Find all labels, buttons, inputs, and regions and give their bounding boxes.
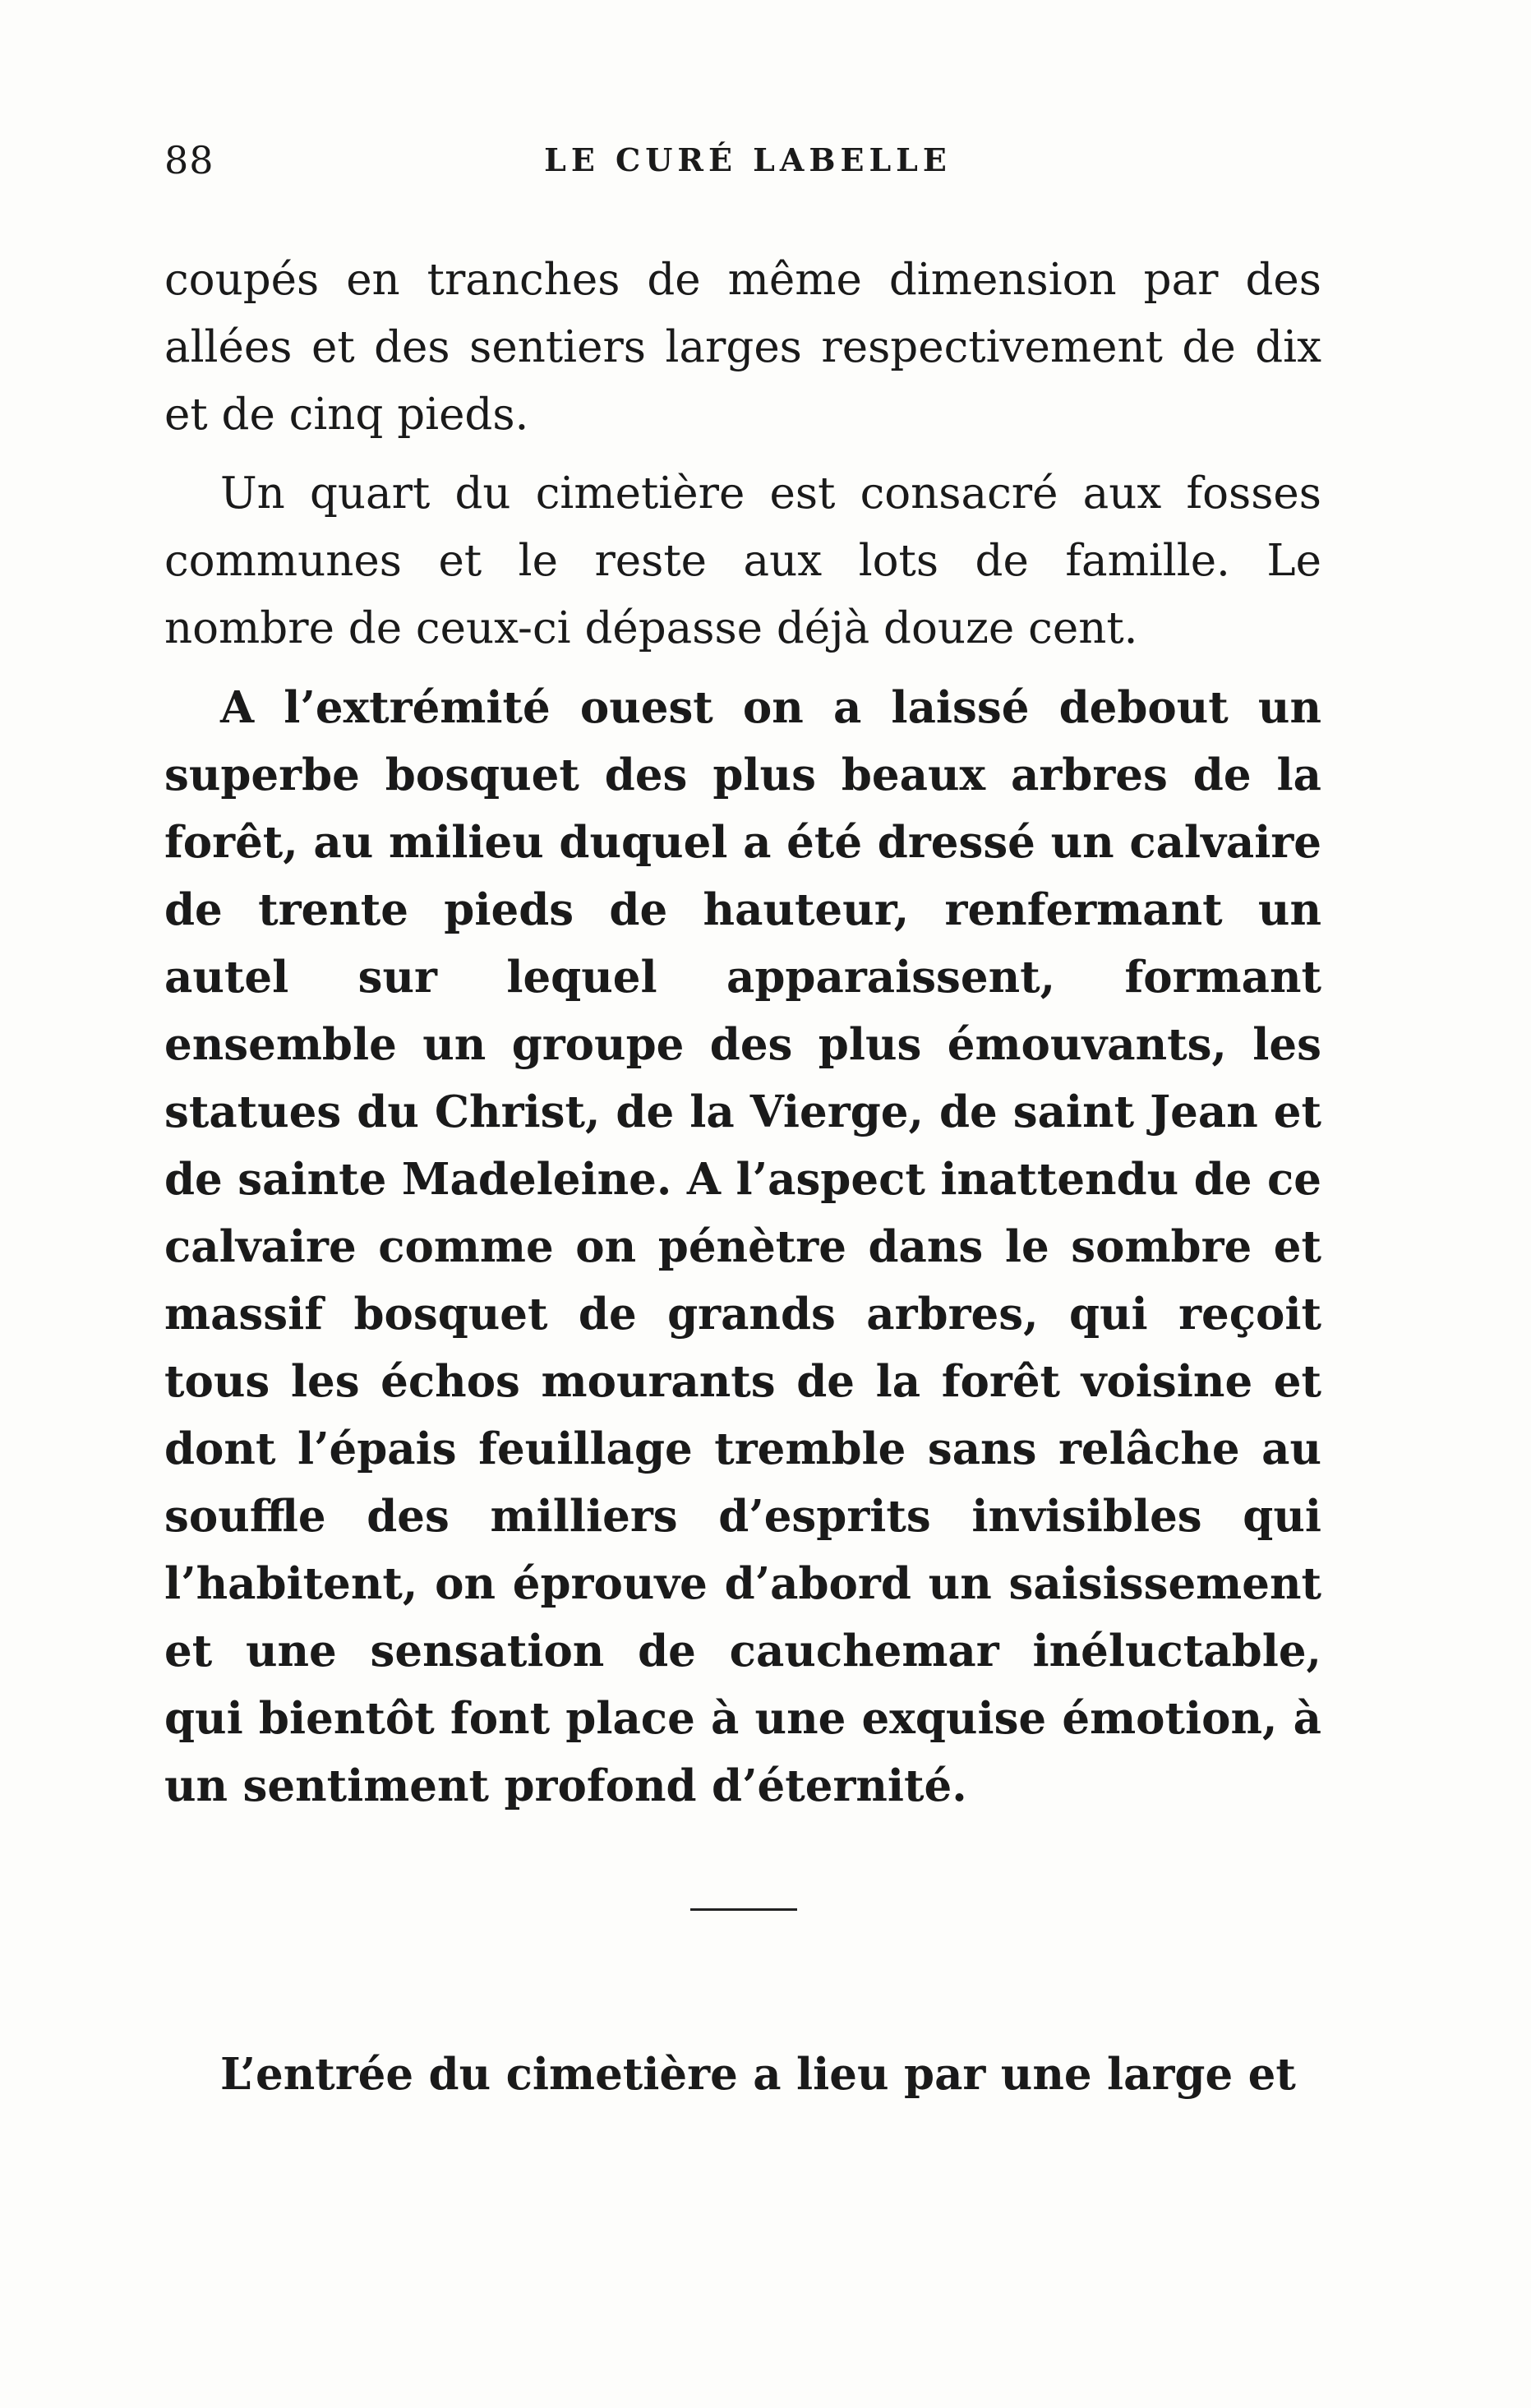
book-title: LE CURÉ LABELLE — [544, 141, 952, 178]
body-text — [164, 247, 1321, 1820]
next-section-start: L’entrée du cimetière a lieu par une large et — [220, 2049, 1296, 2100]
page-number: 88 — [164, 138, 214, 182]
paragraph-continuation: coupés en tranches de même dimension par des allées et des sentiers larges respectivement de dix et de cinq pieds. — [164, 255, 1321, 440]
section-separator — [690, 1908, 797, 1911]
paragraph-fosses-communes: Un quart du cimetière est consacré aux fosses communes et le reste aux lots de famille. Le nombre de ceux-ci dépasse déjà douze cent. — [164, 468, 1321, 653]
paragraph-calvaire: A l’extrémité ouest on a laissé debout un superbe bosquet des plus beaux arbres de la forêt, au milieu duquel a été dressé un calvaire de trente pieds de hauteur, renfermant un autel sur lequel apparaissent, formant ensemble un groupe des plus émouvants, les statues du Christ, de la Vierge, de saint Jean et de sainte Madeleine. A l’aspect inattendu de ce calvaire comme on pénètre dans le sombre et massif bosquet de grands arbres, qui reçoit tous les échos mourants de la forêt voisine et dont l’épais feuillage tremble sans relâche au souffle des milliers d’esprits invisibles qui l’habitent, on éprouve d’abord un saisissement et une sensation de cauchemar inéluctable, qui bientôt font place à une exquise émotion, à un sentiment profond d’éternité. — [164, 682, 1321, 1811]
running-header — [164, 138, 1331, 196]
